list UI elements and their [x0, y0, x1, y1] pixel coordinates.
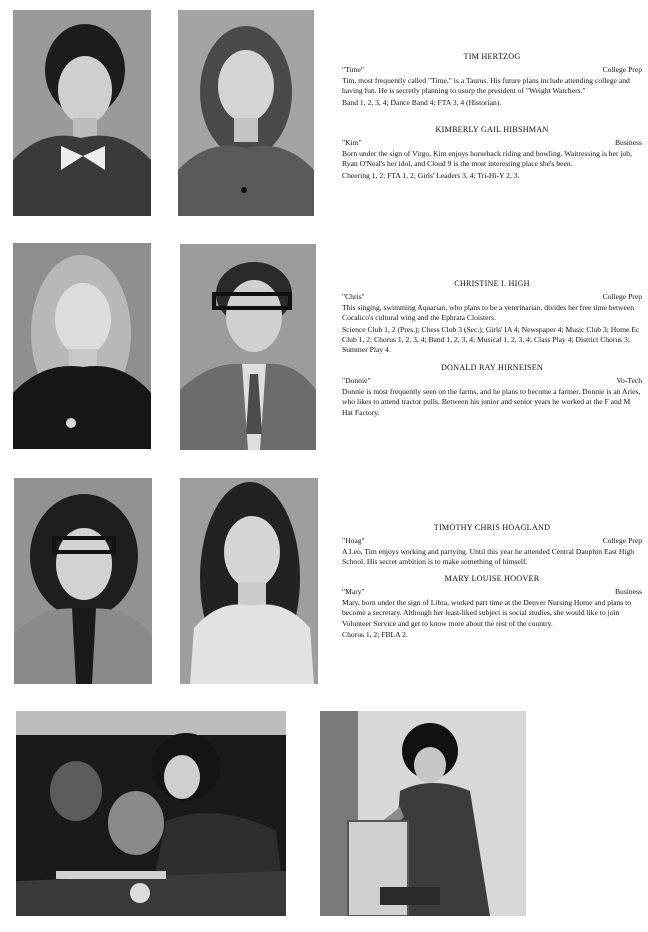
candid-photo-workshop [16, 711, 286, 916]
nickname: "Donnie" [342, 376, 371, 386]
biography-text: Tim, most frequently called "Time," is a Taurus. His future plans include attending college and having fun. He is secretly planning to usurp the president of "Weight Watchers." [342, 75, 630, 96]
candid-photo-machine-shop [320, 711, 526, 916]
portrait-photo [13, 243, 151, 449]
portrait-photo [178, 10, 314, 216]
activities-list: Band 1, 2, 3, 4; Dance Band 4; FTA 3, 4 (Historian). [342, 97, 502, 107]
student-name: DONALD RAY HIRNEISEN [440, 363, 544, 372]
student-name: TIMOTHY CHRIS HOAGLAND [433, 523, 551, 532]
senior-entry [342, 125, 642, 181]
senior-entry [342, 279, 642, 356]
nickname: "Hoag" [342, 536, 365, 546]
nickname: "Chris" [342, 292, 365, 302]
senior-entry [342, 574, 642, 640]
course-of-study: Business [614, 587, 642, 597]
activities-list: Chorus 1, 2; FBLA 2. [342, 630, 408, 640]
course-of-study: College Prep [602, 536, 642, 546]
nickname: "Time" [342, 65, 364, 75]
portrait-photo [180, 478, 318, 684]
student-name: MARY LOUISE HOOVER [444, 574, 540, 583]
portrait-photo [180, 244, 316, 450]
nickname: "Kim" [342, 138, 362, 148]
senior-entry [342, 523, 642, 568]
activities-list: Science Club 1, 2 (Pres.); Chess Club 3 (Sec.); Girls' IA 4; Newspaper 4; Music Club 3; Home Ec Club 1, 2; Chorus 1, 2, 3, 4; Band 1, 2, 3, 4; Musical 1, 2, 3, 4; Class Play 4; District Chorus 3; Summer Play 4. [342, 324, 640, 355]
biography-text: Born under the sign of Virgo, Kim enjoys horseback riding and bowling. Waitressing is her job, Ryan O'Neal's her idol, and Cloud 9 is the most interesting place she's been. [342, 148, 632, 169]
course-of-study: Vo-Tech [616, 376, 642, 386]
biography-text: This singing, swimming Aquarian, who plans to be a veterinarian, divides her free time between Cocalico's cultural wing and the Ephrata Cloisters. [342, 302, 635, 323]
portrait-photo [14, 478, 152, 684]
student-name: CHRISTINE I. HIGH [454, 279, 530, 288]
student-name: TIM HERTZOG [463, 52, 521, 61]
portrait-photo [13, 10, 151, 216]
course-of-study: College Prep [602, 292, 642, 302]
course-of-study: Business [614, 138, 642, 148]
activities-list: Cheering 1, 2; FTA 1, 2; Girls' Leaders 3, 4; Tri-Hi-Y 2, 3. [342, 170, 520, 180]
course-of-study: College Prep [602, 65, 642, 75]
nickname: "Mary" [342, 587, 365, 597]
biography-text: Mary, born under the sign of Libra, worked part time at the Denver Nursing Home and plans to become a secretary. Although her least-liked subject is social studies, she would like to join Volunteer Service and get to know more about the rest of the country. [342, 597, 632, 628]
senior-entry [342, 52, 642, 108]
biography-text: Donnie is most frequently seen on the farms, and he plans to become a farmer. Donnie is an Aries, who likes to attend tractor pulls. Between his junior and senior years he worked at the F and M Hat Factory. [342, 386, 641, 417]
student-name: KIMBERLY GAIL HIBSHMAN [435, 125, 549, 134]
biography-text: A Leo, Tim enjoys working and partying. Until this year he attended Central Dauphin East High School. His secret ambition is to make something of himself. [342, 546, 635, 567]
senior-entry [342, 363, 642, 418]
